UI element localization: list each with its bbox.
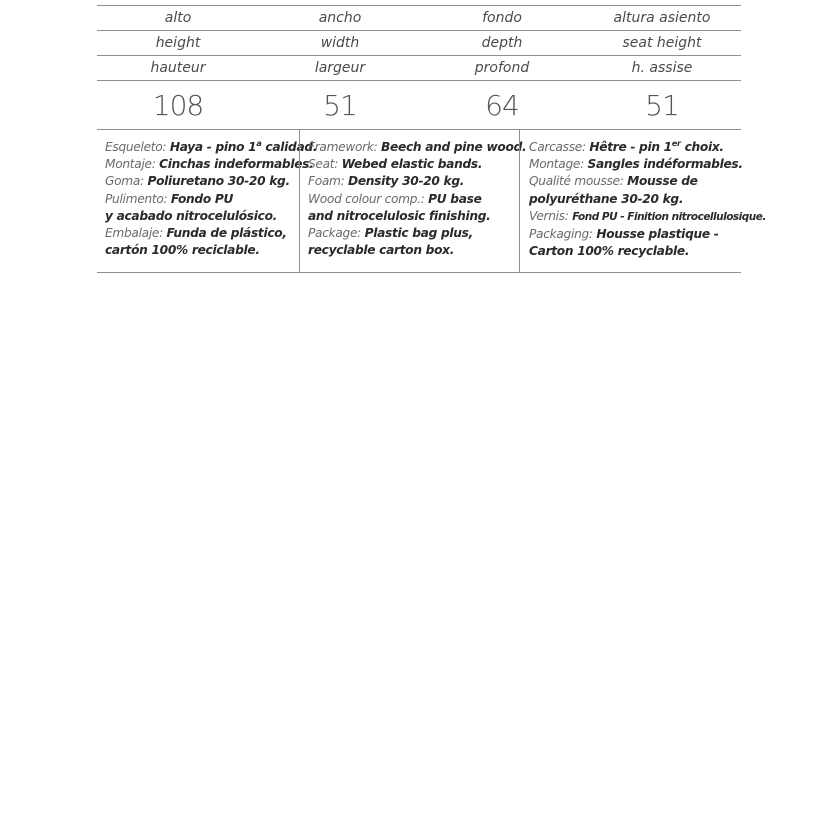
value-depth: 64: [421, 81, 583, 130]
dimension-labels-es: [97, 6, 741, 31]
spec-frame-en: Framework: Beech and pine wood.: [308, 140, 527, 154]
dimension-labels-fr: [97, 56, 741, 81]
spec-finish-en: Wood colour comp.: PU base: [308, 191, 482, 206]
spec-foam-fr: Qualité mousse: Mousse de: [529, 174, 698, 189]
spec-finish-fr: Vernis: Fond PU - Finition nitrocellulosique.: [529, 208, 766, 223]
value-seat-height: 51: [583, 81, 741, 130]
label-height-en: height: [97, 31, 259, 56]
spec-foam-fr-cont: polyuréthane 30-20 kg.: [529, 191, 684, 206]
spec-package-fr: Packaging: Housse plastique -: [529, 227, 719, 242]
spec-package-es-cont: cartón 100% reciclable.: [105, 243, 260, 258]
value-height: 108: [97, 81, 259, 130]
spec-package-es: Embalaje: Funda de plástico,: [105, 226, 287, 241]
spec-sheet: [97, 5, 766, 273]
spec-seat-en: Seat: Webed elastic bands.: [308, 157, 483, 172]
label-depth-en: depth: [421, 31, 583, 56]
spec-finish-en-cont: and nitrocelulosic finishing.: [308, 208, 491, 223]
spec-foam-en: Foam: Density 30-20 kg.: [308, 174, 465, 189]
spec-foam-es: Goma: Poliuretano 30-20 kg.: [105, 174, 290, 189]
spec-column-en: [299, 130, 527, 272]
label-depth-fr: profond: [421, 56, 583, 81]
spec-finish-es: Pulimento: Fondo PU: [105, 191, 234, 206]
spec-package-en: Package: Plastic bag plus,: [308, 226, 473, 241]
label-height-es: alto: [97, 6, 259, 31]
label-seat-height-en: seat height: [583, 31, 741, 56]
spec-assembly-fr: Montage: Sangles indéformables.: [529, 157, 743, 172]
spec-package-fr-cont: Carton 100% recyclable.: [529, 244, 690, 259]
spec-frame-es: Esqueleto: Haya - pino 1$^a$ calidad.: [105, 138, 318, 154]
label-width-es: ancho: [259, 6, 421, 31]
spec-finish-es-cont: y acabado nitrocelulósico.: [105, 208, 277, 223]
spec-assembly-es: Montaje: Cinchas indeformables.: [105, 157, 314, 172]
label-height-fr: hauteur: [97, 56, 259, 81]
dimension-values: [97, 81, 741, 130]
label-width-fr: largeur: [259, 56, 421, 81]
specifications: [97, 130, 766, 273]
spec-column-es: [97, 130, 318, 272]
label-seat-height-fr: h. assise: [583, 56, 741, 81]
dimensions-table: [97, 5, 741, 130]
label-width-en: width: [259, 31, 421, 56]
spec-package-en-cont: recyclable carton box.: [308, 243, 455, 258]
value-width: 51: [259, 81, 421, 130]
spec-column-fr: [519, 130, 766, 272]
label-seat-height-es: altura asiento: [583, 6, 741, 31]
dimension-labels-en: [97, 31, 741, 56]
label-depth-es: fondo: [421, 6, 583, 31]
spec-frame-fr: Carcasse: Hêtre - pin 1er choix.: [529, 138, 724, 154]
